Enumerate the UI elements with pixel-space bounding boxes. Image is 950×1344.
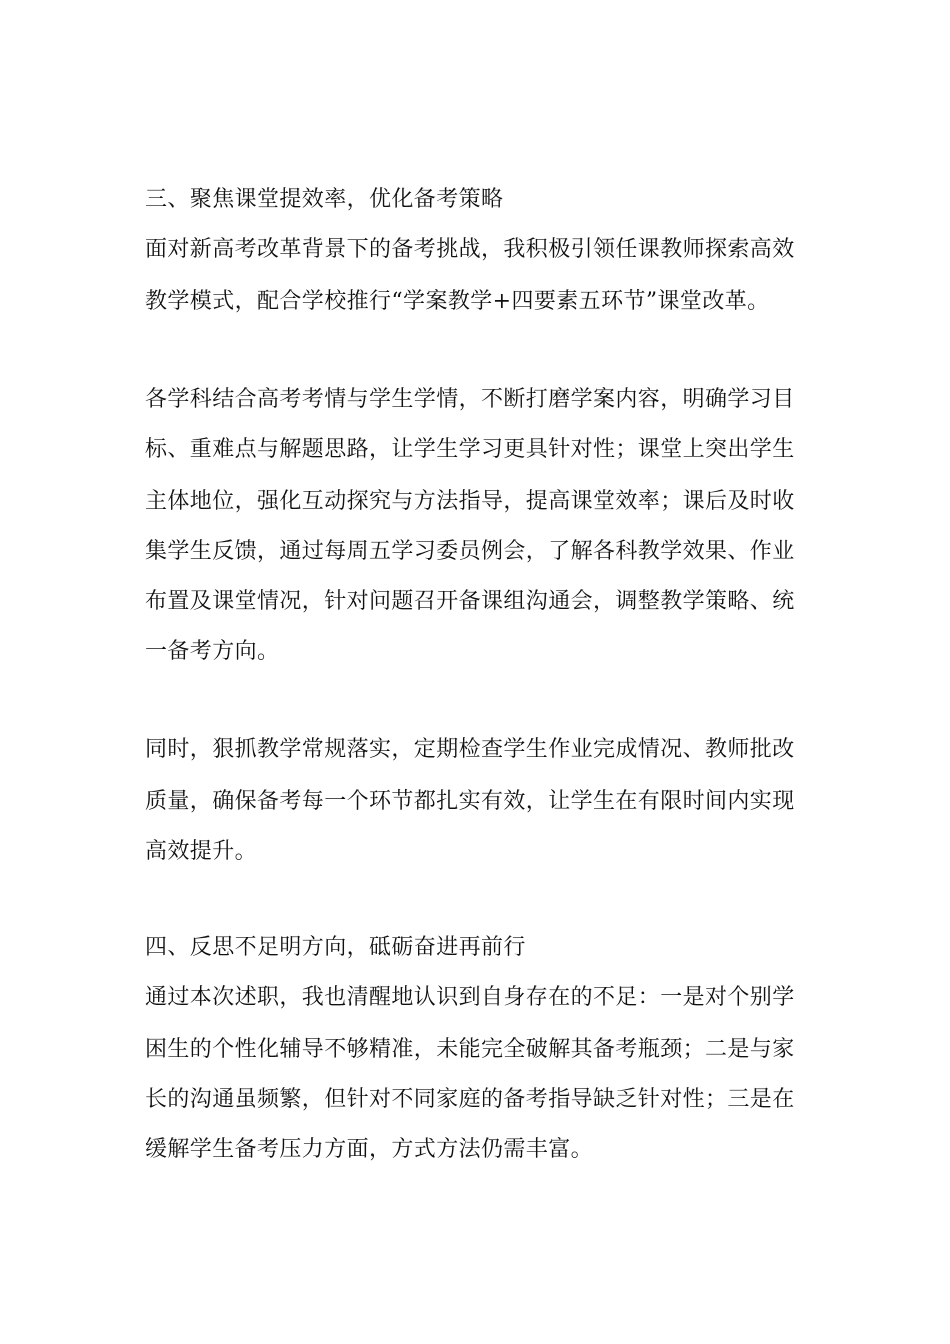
section-3-paragraph-2-line-6: 一备考方向。 xyxy=(145,639,280,664)
section-3-paragraph-2-line-4: 集学生反馈，通过每周五学习委员例会，了解各科教学效果、作业 xyxy=(145,539,795,564)
section-3-paragraph-1-line-1: 面对新高考改革背景下的备考挑战，我积极引领任课教师探索高效 xyxy=(145,237,795,262)
section-3-paragraph-2-line-5: 布置及课堂情况，针对问题召开备课组沟通会，调整教学策略、统 xyxy=(145,589,795,614)
section-3-paragraph-2-line-2: 标、重难点与解题思路，让学生学习更具针对性；课堂上突出学生 xyxy=(145,437,795,462)
section-4-paragraph-1-line-3: 长的沟通虽频繁，但针对不同家庭的备考指导缺乏针对性；三是在 xyxy=(145,1087,795,1112)
section-3-paragraph-3-line-1: 同时，狠抓教学常规落实，定期检查学生作业完成情况、教师批改 xyxy=(145,737,795,762)
section-4-paragraph-1-line-2: 困生的个性化辅导不够精准，未能完全破解其备考瓶颈；二是与家 xyxy=(145,1037,795,1062)
section-4-paragraph-1-line-1: 通过本次述职，我也清醒地认识到自身存在的不足：一是对个别学 xyxy=(145,985,795,1010)
section-4-heading: 四、反思不足明方向，砥砺奋进再前行 xyxy=(145,935,526,960)
section-3-paragraph-1-line-2: 教学模式，配合学校推行“学案教学+四要素五环节”课堂改革。 xyxy=(145,289,770,314)
section-3-heading: 三、聚焦课堂提效率，优化备考策略 xyxy=(145,187,504,212)
section-3-paragraph-2-line-3: 主体地位，强化互动探究与方法指导，提高课堂效率；课后及时收 xyxy=(145,489,795,514)
section-3-paragraph-3-line-3: 高效提升。 xyxy=(145,839,258,864)
section-4-paragraph-1-line-4: 缓解学生备考压力方面，方式方法仍需丰富。 xyxy=(145,1137,594,1162)
section-3-paragraph-2-line-1: 各学科结合高考考情与学生学情，不断打磨学案内容，明确学习目 xyxy=(145,387,795,412)
section-3-paragraph-3-line-2: 质量，确保备考每一个环节都扎实有效，让学生在有限时间内实现 xyxy=(145,789,795,814)
